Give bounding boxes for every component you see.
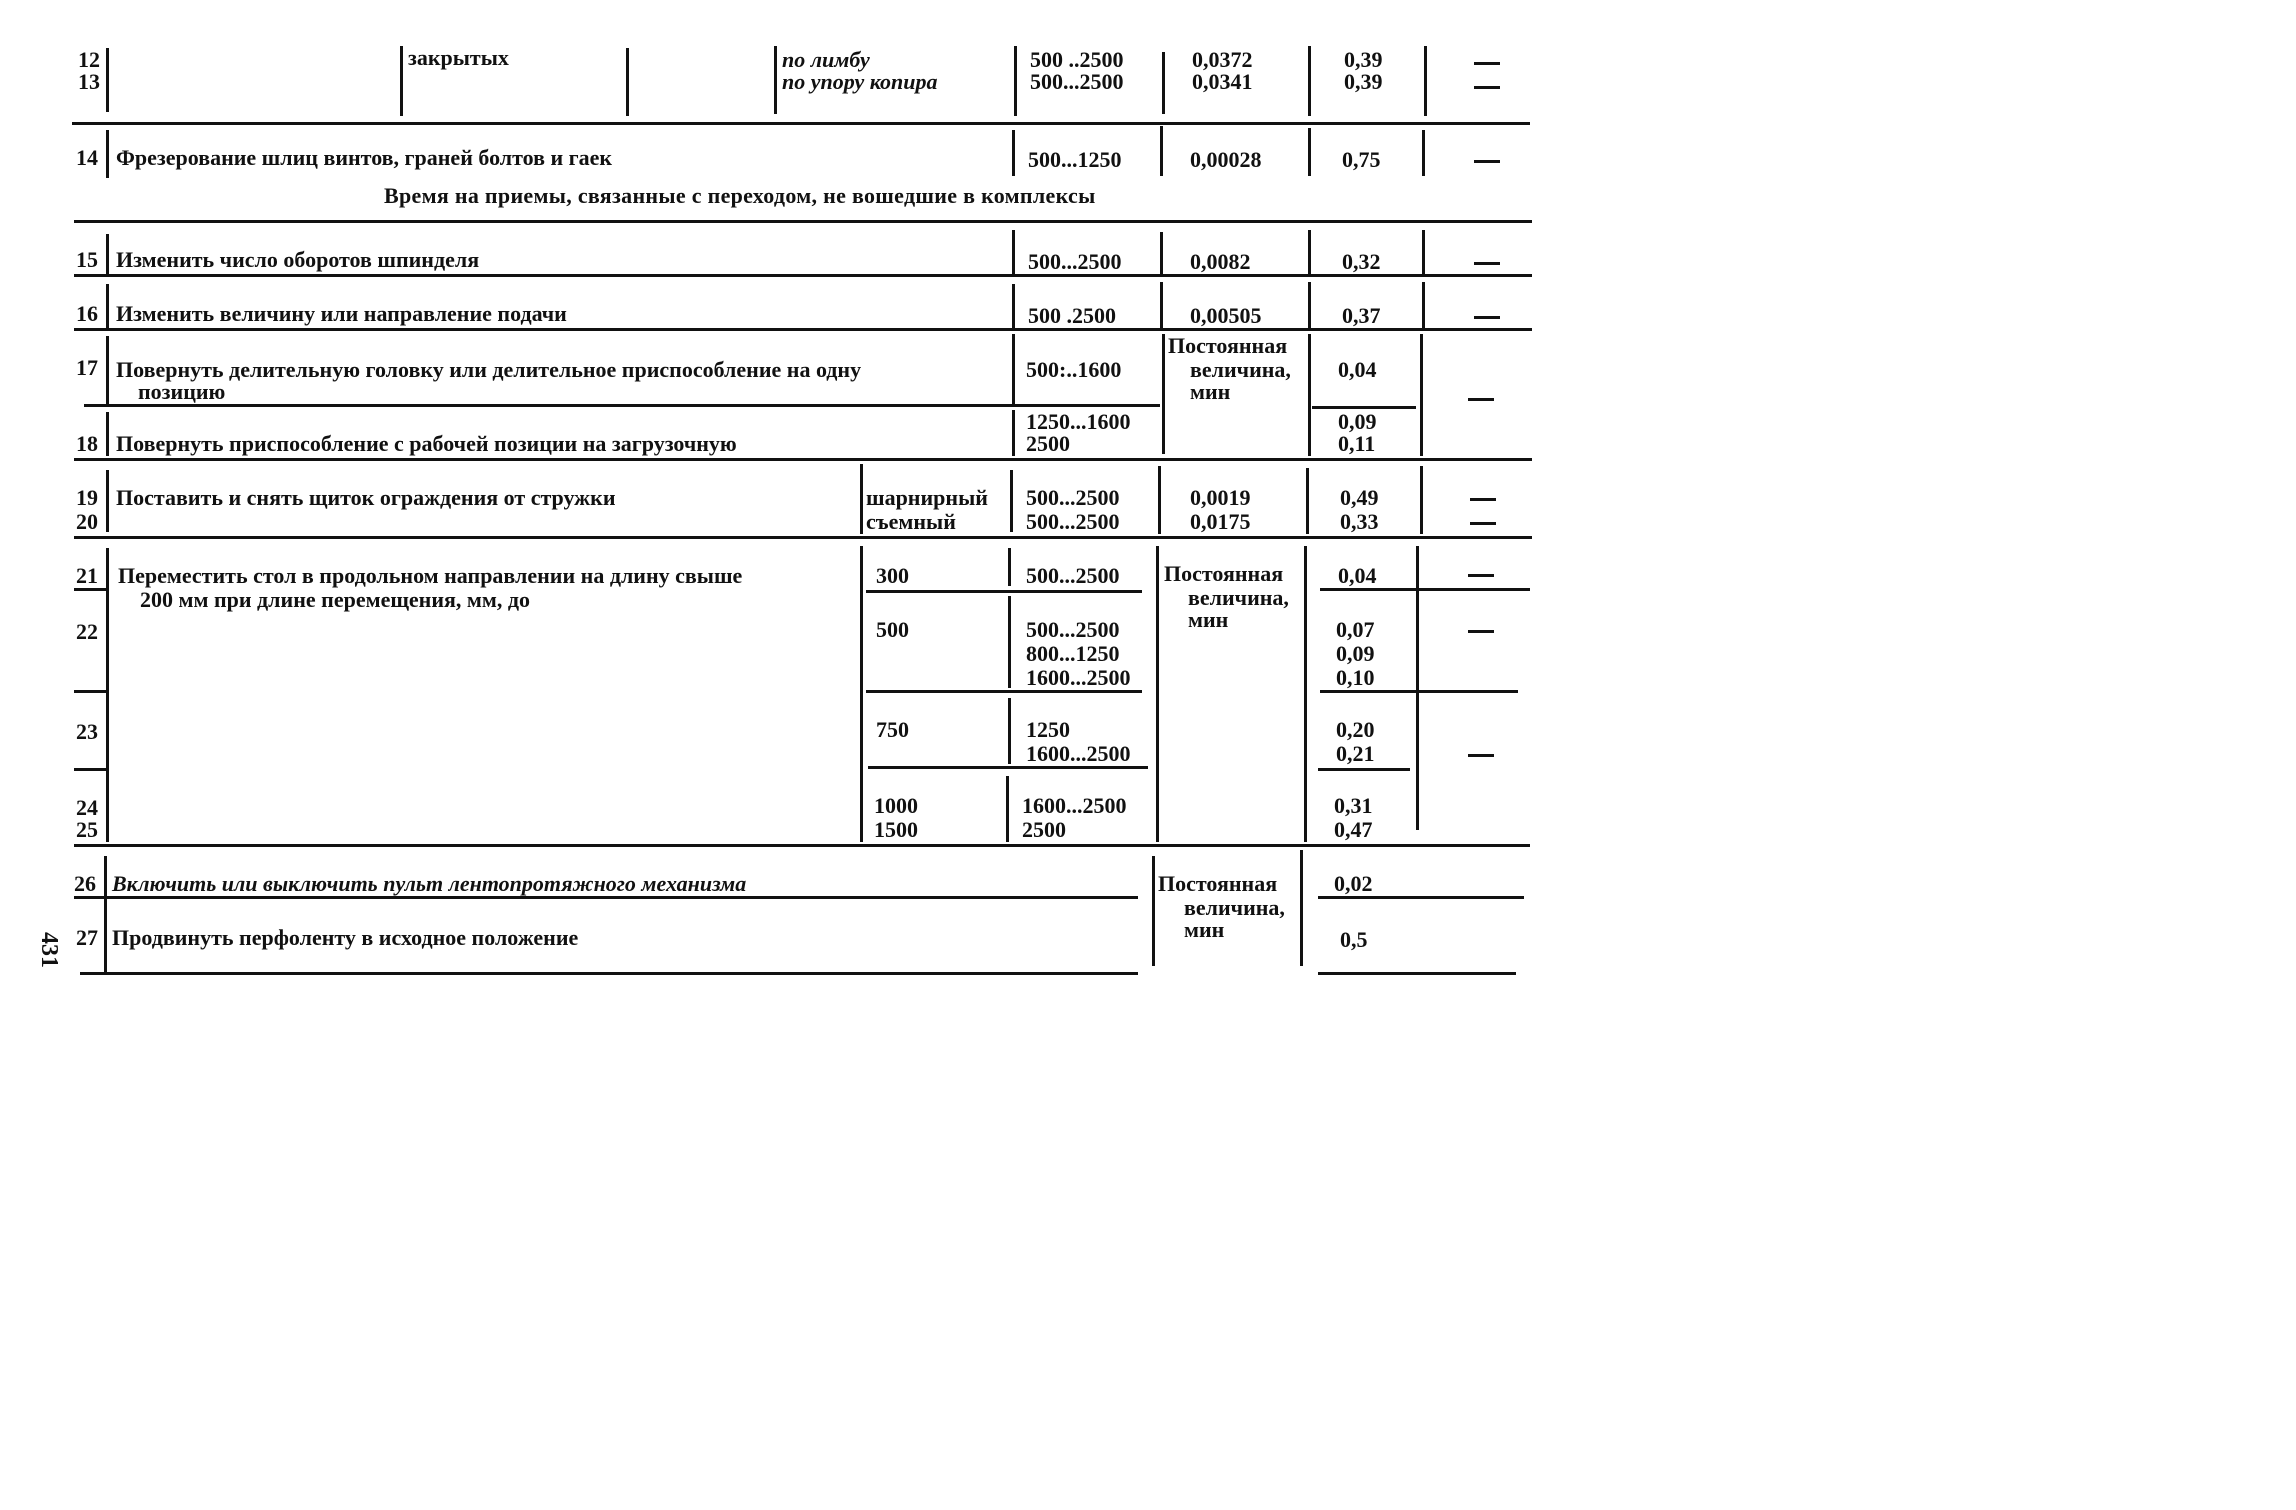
col-divider — [1422, 282, 1425, 328]
col-divider — [1012, 334, 1015, 406]
row-21-length: 300 — [876, 563, 909, 588]
row-12-time: 0,39 — [1344, 47, 1383, 72]
col-divider — [104, 856, 107, 972]
row-rule — [74, 274, 1532, 277]
row-17-number: 17 — [76, 355, 98, 380]
row-18-time1: 0,09 — [1338, 409, 1377, 434]
col-divider — [860, 546, 863, 842]
row-rule — [74, 588, 108, 591]
row-12-condition: закрытых — [408, 45, 509, 70]
row-rule — [1318, 896, 1524, 899]
row-22-range3: 1600...2500 — [1026, 665, 1131, 690]
col-divider — [106, 336, 109, 404]
row-rule — [80, 972, 1138, 975]
row-26-const-line1: Постоянная — [1158, 871, 1278, 896]
row-rule — [74, 896, 1138, 899]
col-divider — [106, 234, 109, 274]
col-divider — [1420, 334, 1423, 456]
row-25-time: 0,47 — [1334, 817, 1373, 842]
col-divider — [1420, 466, 1423, 534]
row-24-length: 1000 — [874, 793, 918, 818]
row-17-dash — [1468, 398, 1494, 401]
row-26-description: Включить или выключить пульт лентопротяжного механизма — [112, 871, 747, 896]
row-rule — [72, 122, 1530, 125]
row-19-dash — [1470, 498, 1496, 501]
row-13-coef: 0,0341 — [1192, 69, 1253, 94]
row-16-number: 16 — [76, 301, 98, 326]
col-divider — [106, 48, 109, 112]
row-19-number: 19 — [76, 485, 98, 510]
row-rule — [84, 404, 1160, 407]
row-23-length: 750 — [876, 717, 909, 742]
row-14-range: 500...1250 — [1028, 147, 1122, 172]
col-divider — [1424, 46, 1427, 116]
row-25-number: 25 — [76, 817, 98, 842]
row-15-description: Изменить число оборотов шпинделя — [116, 247, 480, 272]
col-divider — [1308, 334, 1311, 456]
row-19-description: Поставить и снять щиток ограждения от стружки — [116, 485, 616, 510]
row-24-time: 0,31 — [1334, 793, 1373, 818]
col-divider — [400, 46, 403, 116]
row-23-range2: 1600...2500 — [1026, 741, 1131, 766]
col-divider — [1304, 546, 1307, 842]
row-rule — [1318, 972, 1516, 975]
row-rule — [1320, 690, 1518, 693]
col-divider — [106, 284, 109, 328]
row-13-dash — [1474, 86, 1500, 89]
row-21-number: 21 — [76, 563, 98, 588]
row-14-dash — [1474, 160, 1500, 163]
row-18-range1: 1250...1600 — [1026, 409, 1131, 434]
col-divider — [860, 464, 863, 534]
row-20-range: 500...2500 — [1026, 509, 1120, 534]
col-divider — [1152, 856, 1155, 966]
col-divider — [1014, 46, 1017, 116]
row-15-range: 500...2500 — [1028, 249, 1122, 274]
col-divider — [1300, 850, 1303, 966]
section-heading: Время на приемы, связанные с переходом, не вошедшие в комплексы — [384, 183, 1096, 208]
row-23-range1: 1250 — [1026, 717, 1070, 742]
row-26-time: 0,02 — [1334, 871, 1373, 896]
row-20-number: 20 — [76, 509, 98, 534]
row-12-coef: 0,0372 — [1192, 47, 1253, 72]
row-20-dash — [1470, 522, 1496, 525]
row-16-range: 500 .2500 — [1028, 303, 1116, 328]
row-rule — [866, 690, 1142, 693]
row-23-time1: 0,20 — [1336, 717, 1375, 742]
row-14-time: 0,75 — [1342, 147, 1381, 172]
row-rule — [74, 220, 1532, 223]
row-21-const-line2: величина, — [1188, 585, 1289, 610]
row-13-number: 13 — [78, 69, 100, 94]
row-14-number: 14 — [76, 145, 98, 170]
row-12-range: 500 ..2500 — [1030, 47, 1124, 72]
row-18-description: Повернуть приспособление с рабочей позиции на загрузочную — [116, 431, 737, 456]
row-rule — [74, 690, 108, 693]
col-divider — [106, 412, 109, 456]
row-20-type: съемный — [866, 509, 956, 534]
row-17-const-line1: Постоянная — [1168, 333, 1288, 358]
row-26-number: 26 — [74, 871, 96, 896]
col-divider — [1160, 126, 1163, 176]
row-25-range: 2500 — [1022, 817, 1066, 842]
row-22-time1: 0,07 — [1336, 617, 1375, 642]
col-divider — [1158, 466, 1161, 534]
row-16-time: 0,37 — [1342, 303, 1381, 328]
row-19-type: шарнирный — [866, 485, 988, 510]
col-divider — [1008, 596, 1011, 688]
row-22-range2: 800...1250 — [1026, 641, 1120, 666]
col-divider — [1012, 230, 1015, 274]
col-divider — [1008, 698, 1011, 764]
row-rule — [74, 458, 1532, 461]
row-21-description-line2: 200 мм при длине перемещения, мм, до — [140, 587, 531, 612]
row-16-dash — [1474, 316, 1500, 319]
row-22-dash — [1468, 630, 1494, 633]
row-25-length: 1500 — [874, 817, 918, 842]
row-18-range2: 2500 — [1026, 431, 1070, 456]
row-16-coef: 0,00505 — [1190, 303, 1262, 328]
col-divider — [1012, 284, 1015, 328]
row-12-dash — [1474, 62, 1500, 65]
row-rule — [74, 328, 1532, 331]
col-divider — [1308, 230, 1311, 274]
row-21-description-line1: Переместить стол в продольном направлении на длину свыше — [118, 563, 743, 588]
row-17-description-line2: позицию — [138, 379, 226, 404]
row-19-coef: 0,0019 — [1190, 485, 1251, 510]
row-12-number: 12 — [78, 47, 100, 72]
row-17-time: 0,04 — [1338, 357, 1377, 382]
col-divider — [1422, 230, 1425, 274]
page-number: 431 — [36, 932, 62, 968]
row-13-time: 0,39 — [1344, 69, 1383, 94]
col-divider — [1160, 282, 1163, 328]
row-18-time2: 0,11 — [1338, 431, 1376, 456]
row-21-const-line1: Постоянная — [1164, 561, 1284, 586]
col-divider — [1012, 130, 1015, 176]
col-divider — [1156, 546, 1159, 842]
row-rule — [74, 768, 108, 771]
row-15-dash — [1474, 262, 1500, 265]
col-divider — [1162, 334, 1165, 454]
row-21-range: 500...2500 — [1026, 563, 1120, 588]
row-20-time: 0,33 — [1340, 509, 1379, 534]
row-17-description-line1: Повернуть делительную головку или делительное приспособление на одну — [116, 357, 862, 382]
row-15-coef: 0,0082 — [1190, 249, 1251, 274]
row-rule — [868, 766, 1148, 769]
row-22-range1: 500...2500 — [1026, 617, 1120, 642]
row-21-dash — [1468, 574, 1494, 577]
row-18-number: 18 — [76, 431, 98, 456]
row-17-const-line3: мин — [1190, 379, 1231, 404]
row-rule — [1318, 768, 1410, 771]
row-22-time3: 0,10 — [1336, 665, 1375, 690]
col-divider — [1422, 130, 1425, 176]
col-divider — [1162, 52, 1165, 114]
row-19-time: 0,49 — [1340, 485, 1379, 510]
col-divider — [1306, 468, 1309, 534]
row-12-method: по лимбу — [782, 47, 870, 72]
row-21-time: 0,04 — [1338, 563, 1377, 588]
row-22-length: 500 — [876, 617, 909, 642]
col-divider — [106, 130, 109, 178]
row-14-description: Фрезерование шлиц винтов, граней болтов и гаек — [116, 145, 613, 170]
row-15-number: 15 — [76, 247, 98, 272]
row-27-description: Продвинуть перфоленту в исходное положение — [112, 925, 579, 950]
row-17-const-line2: величина, — [1190, 357, 1291, 382]
row-26-const-line3: мин — [1184, 917, 1225, 942]
row-17-range: 500:..1600 — [1026, 357, 1122, 382]
col-divider — [1006, 776, 1009, 842]
row-20-coef: 0,0175 — [1190, 509, 1251, 534]
row-14-coef: 0,00028 — [1190, 147, 1262, 172]
row-22-time2: 0,09 — [1336, 641, 1375, 666]
row-13-range: 500...2500 — [1030, 69, 1124, 94]
row-rule — [74, 844, 1530, 847]
row-15-time: 0,32 — [1342, 249, 1381, 274]
row-27-time: 0,5 — [1340, 927, 1368, 952]
col-divider — [106, 548, 109, 842]
row-19-range: 500...2500 — [1026, 485, 1120, 510]
row-16-description: Изменить величину или направление подачи — [116, 301, 567, 326]
row-26-const-line2: величина, — [1184, 895, 1285, 920]
row-27-number: 27 — [76, 925, 98, 950]
col-divider — [106, 470, 109, 532]
row-rule — [74, 536, 1532, 539]
row-23-number: 23 — [76, 719, 98, 744]
col-divider — [1160, 232, 1163, 274]
col-divider — [1308, 46, 1311, 116]
col-divider — [774, 46, 777, 114]
col-divider — [1012, 410, 1015, 456]
row-rule — [1320, 588, 1530, 591]
row-24-range: 1600...2500 — [1022, 793, 1127, 818]
row-23-time2: 0,21 — [1336, 741, 1375, 766]
row-13-method: по упору копира — [782, 69, 938, 94]
row-21-const-line3: мин — [1188, 607, 1229, 632]
row-24-number: 24 — [76, 795, 98, 820]
row-22-number: 22 — [76, 619, 98, 644]
col-divider — [1010, 470, 1013, 532]
row-rule — [866, 590, 1142, 593]
col-divider — [1008, 548, 1011, 586]
col-divider — [626, 48, 629, 116]
col-divider — [1308, 128, 1311, 176]
col-divider — [1308, 282, 1311, 328]
row-23-dash — [1468, 754, 1494, 757]
